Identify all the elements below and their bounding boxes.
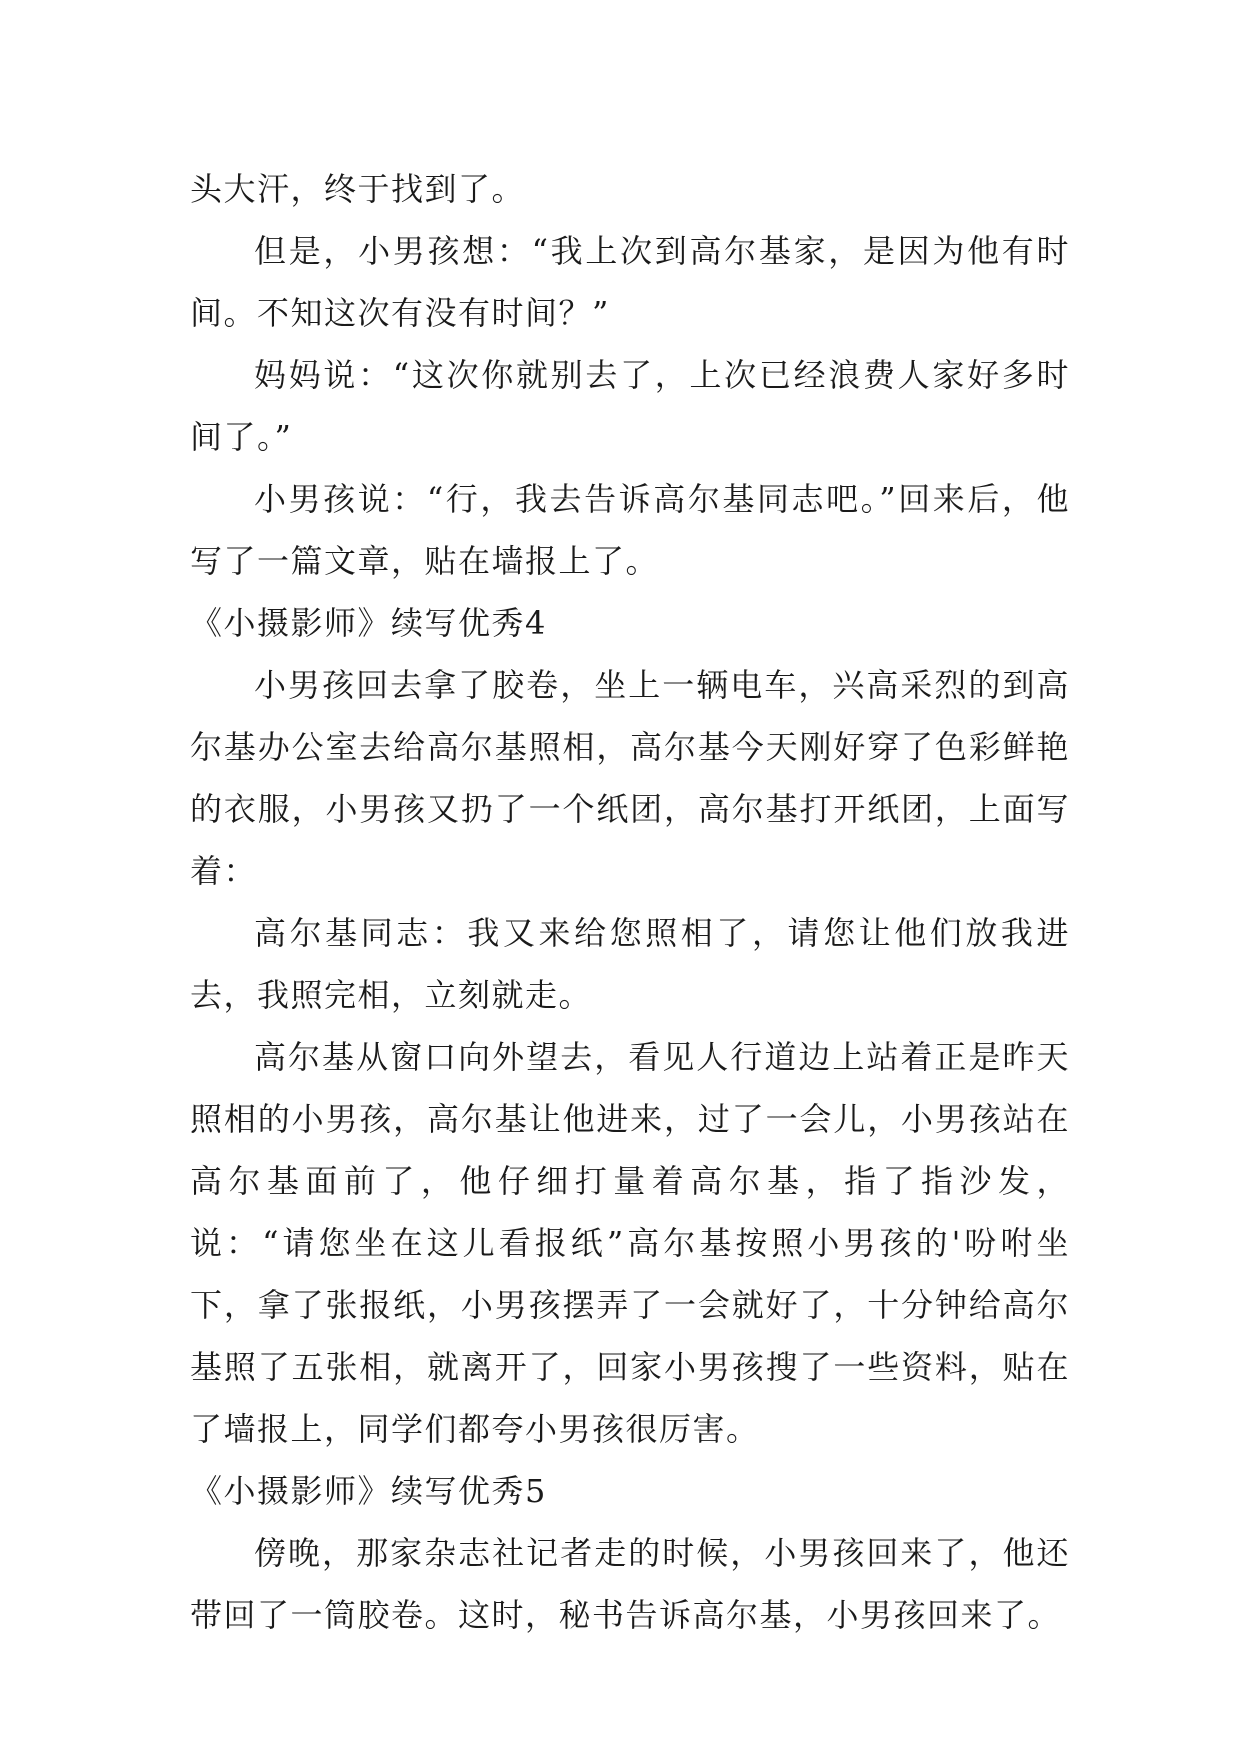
paragraph-6: 高尔基同志：我又来给您照相了，请您让他们放我进去，我照完相，立刻就走。	[190, 914, 1070, 1014]
paragraph-7: 高尔基从窗口向外望去，看见人行道边上站着正是昨天照相的小男孩，高尔基让他进来，过了一会儿，小男孩站在高尔基面前了，他仔细打量着高尔基，指了指沙发，说：“请您坐在这儿看报纸”高尔基按照小男孩的'吩咐坐下，拿了张报纸，小男孩摆弄了一会就好了，十分钟给高尔基照了五张相，就离开了，回家小男孩搜了一些资料，贴在了墙报上，同学们都夸小男孩很厉害。	[190, 1038, 1070, 1448]
paragraph-5: 小男孩回去拿了胶卷，坐上一辆电车，兴高采烈的到高尔基办公室去给高尔基照相，高尔基今天刚好穿了色彩鲜艳的衣服，小男孩又扔了一个纸团，高尔基打开纸团，上面写着：	[190, 666, 1070, 890]
paragraph-1: 头大汗，终于找到了。	[190, 170, 526, 208]
paragraph-2: 但是，小男孩想：“我上次到高尔基家，是因为他有时间。不知这次有没有时间？”	[190, 232, 1070, 332]
document-body	[190, 158, 1070, 1646]
paragraph-8: 傍晚，那家杂志社记者走的时候，小男孩回来了，他还带回了一筒胶卷。这时，秘书告诉高尔基，小男孩回来了。	[190, 1534, 1070, 1634]
section-heading-4: 《小摄影师》续写优秀4	[190, 604, 547, 642]
section-heading-5: 《小摄影师》续写优秀5	[190, 1472, 547, 1510]
paragraph-3: 妈妈说：“这次你就别去了，上次已经浪费人家好多时间了。”	[190, 356, 1070, 456]
paragraph-4: 小男孩说：“行，我去告诉高尔基同志吧。”回来后，他写了一篇文章，贴在墙报上了。	[190, 480, 1070, 580]
